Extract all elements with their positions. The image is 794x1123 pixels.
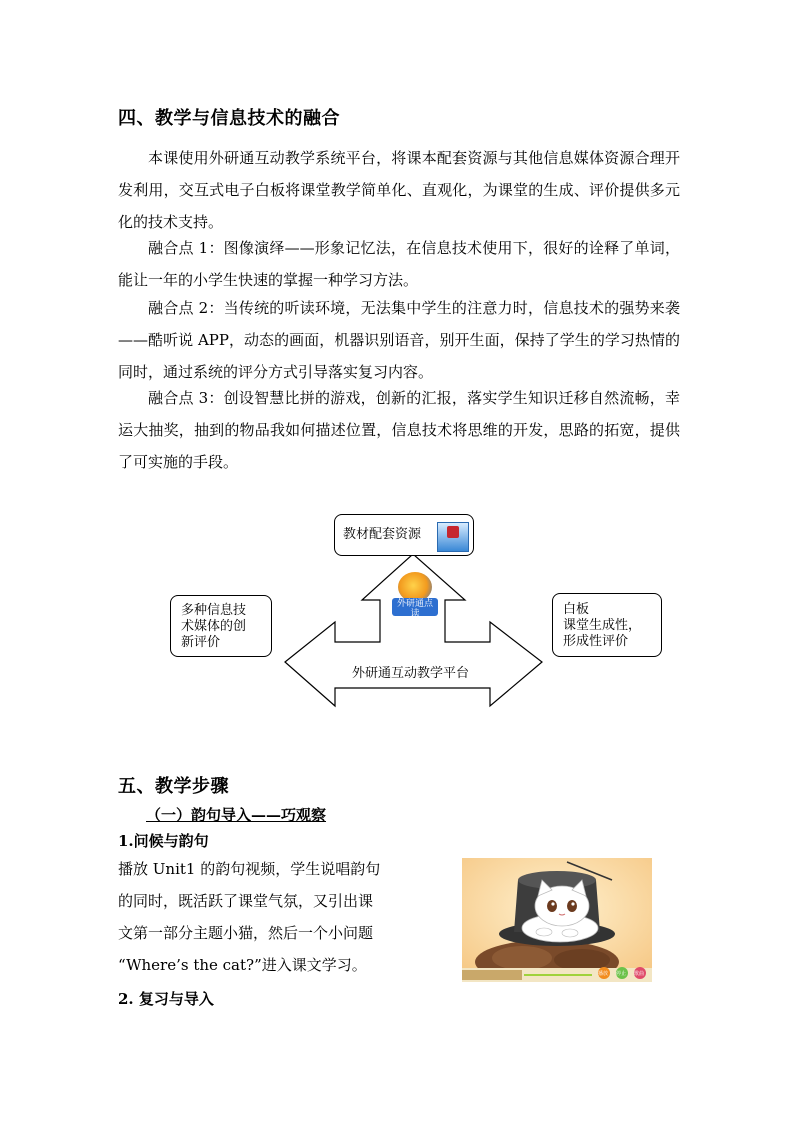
video-play-button-label: 播放 [598, 971, 609, 977]
section4-heading: 四、教学与信息技术的融合 [118, 108, 340, 129]
left-box-line-3: 新评价 [181, 635, 221, 650]
paragraph-point-1: 融合点 1：图像演绎——形象记忆法，在信息技术使用下，很好的诠释了单词，能让一年的小学生快速的掌握一种学习方法。 [118, 239, 680, 289]
section5-heading: 五、教学步骤 [118, 776, 229, 797]
right-box-line-2: 课堂生成性， [563, 618, 642, 633]
paragraph-point-3: 融合点 3：创设智慧比拼的游戏，创新的汇报，落实学生知识迁移自然流畅，幸运大抽奖，抽到的物品我如何描述位置，信息技术将思维的开发，思路的拓宽，提供了可实施的手段。 [118, 389, 680, 471]
left-box-line-2: 术媒体的创 [181, 619, 247, 634]
item1-line-4: “Where’s the cat?”进入课文学习。 [118, 956, 367, 974]
top-box-textbook-resources [334, 514, 474, 556]
paragraph-point-2: 融合点 2：当传统的听读环境，无法集中学生的注意力时，信息技术的强势来袭——酷听说 APP，动态的画面，机器识别语音，别开生面，保持了学生的学习热情的同时，通过系统的评分方式引导落实复习内容。 [118, 299, 680, 381]
right-box-line-3: 形成性评价 [563, 634, 629, 649]
item1-line-3: 文第一部分主题小猫，然后一个小问题 [118, 924, 374, 942]
item1-title: 1.问候与韵句 [118, 832, 209, 850]
book-icon [447, 526, 459, 538]
paragraph-intro: 本课使用外研通互动教学系统平台，将课本配套资源与其他信息媒体资源合理开发利用，交互式电子白板将课堂教学简单化、直观化，为课堂的生成、评价提供多元化的技术支持。 [118, 149, 680, 231]
rhyme-video-screenshot [462, 858, 652, 982]
platform-label: 外研通互动教学平台 [352, 666, 470, 681]
right-box-line-1: 白板 [563, 602, 590, 617]
cat-in-hat-illustration [462, 858, 652, 982]
item2-title: 2. 复习与导入 [118, 990, 214, 1008]
left-box-media-evaluation [170, 595, 272, 657]
left-box-line-1: 多种信息技 [181, 603, 247, 618]
waiyantong-app-icon [392, 572, 438, 618]
video-song-button-label: 歌曲 [634, 971, 645, 977]
video-stop-button-label: 停止 [616, 971, 627, 977]
item1-line-2: 的同时，既活跃了课堂气氛，又引出课 [118, 892, 374, 910]
top-box-label: 教材配套资源 [343, 527, 422, 542]
book-resource-icon [437, 522, 469, 552]
subsection-heading: （一）韵句导入——巧观察 [146, 806, 327, 824]
item1-line-1: 播放 Unit1 的韵句视频，学生说唱韵句 [118, 860, 381, 878]
app-icon-label: 外研通点读 [396, 599, 433, 619]
right-box-whiteboard [552, 593, 662, 657]
